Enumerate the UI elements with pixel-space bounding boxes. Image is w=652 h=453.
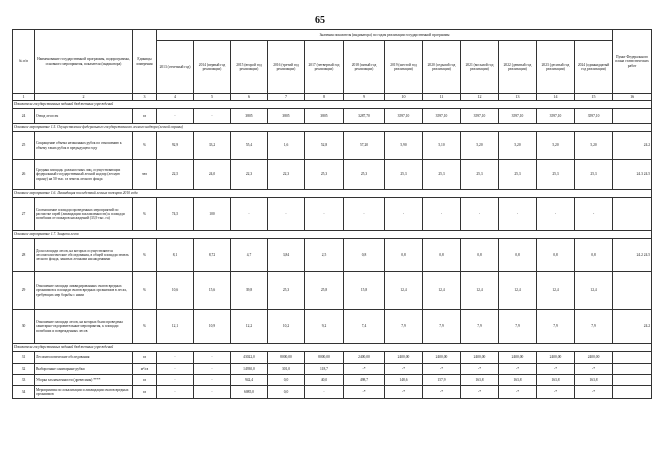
plan-item-cell bbox=[613, 272, 652, 310]
plan-item-cell bbox=[613, 364, 652, 375]
value-cell: 40,0 bbox=[305, 375, 344, 386]
value-cell: -* bbox=[499, 386, 537, 399]
value-cell: 498,7 bbox=[344, 375, 385, 386]
col-number: 8 bbox=[305, 94, 344, 101]
value-cell: 100 bbox=[194, 198, 231, 231]
col-number: 4 bbox=[157, 94, 194, 101]
plan-item-cell: 24.2 bbox=[613, 310, 652, 344]
value-cell: 7,9 bbox=[575, 310, 613, 344]
plan-item-cell: 24.3 24.5 bbox=[613, 160, 652, 190]
value-cell: - bbox=[499, 198, 537, 231]
value-cell: 3597,10 bbox=[575, 109, 613, 124]
value-cell: 12,4 bbox=[499, 272, 537, 310]
table-row bbox=[13, 198, 652, 231]
value-cell: 25,3 bbox=[537, 160, 575, 190]
row-number: 30 bbox=[13, 310, 35, 344]
indicator-name: Сокращение объема незаконных рубок по отношению к объему таких рубок в предыдущем году bbox=[35, 132, 133, 160]
value-cell: 0,0 bbox=[268, 375, 305, 386]
value-cell: - bbox=[194, 386, 231, 399]
value-cell: 163,8 bbox=[499, 375, 537, 386]
value-cell: 3597,10 bbox=[461, 109, 499, 124]
header-num: № п/п bbox=[13, 30, 35, 94]
header-year: 2022 (девятый год реализации) bbox=[499, 41, 537, 94]
page-number: 65 bbox=[315, 15, 325, 26]
value-cell: 7,9 bbox=[385, 310, 423, 344]
indicator-name: Соотношение площади проведенных мероприятий по расчистке гарей (ликвидации захламленности) к площади погибших от пожаров насаждений (33,9 тыс. га) bbox=[35, 198, 133, 231]
value-cell: -* bbox=[385, 364, 423, 375]
value-cell: - bbox=[268, 198, 305, 231]
value-cell: 25,3 bbox=[575, 160, 613, 190]
unit-cell: га bbox=[133, 109, 157, 124]
value-cell: -* bbox=[344, 364, 385, 375]
value-cell: 5,90 bbox=[385, 132, 423, 160]
value-cell: -* bbox=[423, 364, 461, 375]
value-cell: -* bbox=[423, 386, 461, 399]
table-row bbox=[13, 386, 652, 399]
value-cell: - bbox=[537, 198, 575, 231]
plan-item-cell bbox=[613, 109, 652, 124]
col-number: 5 bbox=[194, 94, 231, 101]
value-cell: -* bbox=[575, 386, 613, 399]
header-year: 2015 (второй год реализации) bbox=[231, 41, 268, 94]
unit-cell: чел bbox=[133, 160, 157, 190]
table-row bbox=[13, 352, 652, 364]
value-cell: - bbox=[461, 198, 499, 231]
value-cell: -* bbox=[385, 386, 423, 399]
indicator-name: Лесопатологические обследования bbox=[35, 352, 133, 364]
value-cell: 5,20 bbox=[537, 132, 575, 160]
indicator-name: Выборочные санитарные рубки bbox=[35, 364, 133, 375]
value-cell: 7,9 bbox=[461, 310, 499, 344]
header-year: 2018 (пятый год реализации) bbox=[344, 41, 385, 94]
header-name: Наименование государственной программы, подпрограммы, основного мероприятия, показателя (индикатора) bbox=[35, 30, 133, 94]
value-cell: 12,4 bbox=[423, 272, 461, 310]
value-cell: 3597,10 bbox=[423, 109, 461, 124]
value-cell: 2400,00 bbox=[537, 352, 575, 364]
value-cell: -* bbox=[537, 364, 575, 375]
value-cell: 22,3 bbox=[268, 160, 305, 190]
header-year: 2021 (восьмой год реализации) bbox=[461, 41, 499, 94]
value-cell: 8000,00 bbox=[305, 352, 344, 364]
value-cell: - bbox=[575, 198, 613, 231]
value-cell: - bbox=[157, 386, 194, 399]
value-cell: 5,20 bbox=[499, 132, 537, 160]
col-number: 15 bbox=[575, 94, 613, 101]
section-heading: Основное мероприятие 1.6. Ликвидация последствий лесных пожаров 2010 года bbox=[13, 190, 652, 198]
indicator-name: Отношение площади лесов, на которых были проведены санитарно-оздоровительные мероприятия, к площади погибших и поврежденных лесов bbox=[35, 310, 133, 344]
section-heading: Показатели государственных заданий бюджетных учреждений bbox=[13, 101, 652, 109]
value-cell: 3597,10 bbox=[385, 109, 423, 124]
row-number: 25 bbox=[13, 132, 35, 160]
value-cell: -* bbox=[461, 364, 499, 375]
value-cell: 7,9 bbox=[423, 310, 461, 344]
value-cell: 3805 bbox=[268, 109, 305, 124]
value-cell: 2400,00 bbox=[499, 352, 537, 364]
col-number: 13 bbox=[499, 94, 537, 101]
unit-cell: % bbox=[133, 239, 157, 272]
plan-item-cell: 24.2 24.5 bbox=[613, 239, 652, 272]
section-heading: Показатели государственных заданий бюджетных учреждений bbox=[13, 344, 652, 352]
col-number: 11 bbox=[423, 94, 461, 101]
plan-item-cell: 24.2 bbox=[613, 132, 652, 160]
header-year: 2023 (десятый год реализации) bbox=[537, 41, 575, 94]
plan-item-cell bbox=[613, 375, 652, 386]
col-number: 7 bbox=[268, 94, 305, 101]
value-cell: 9,2 bbox=[305, 310, 344, 344]
table-row bbox=[13, 132, 652, 160]
header-year: 2017 (четвертый год реализации) bbox=[305, 41, 344, 94]
value-cell: 12,2 bbox=[231, 310, 268, 344]
value-cell: 12,4 bbox=[461, 272, 499, 310]
value-cell: 163,8 bbox=[461, 375, 499, 386]
col-number: 9 bbox=[344, 94, 385, 101]
value-cell: 10,6 bbox=[157, 272, 194, 310]
value-cell: 0,8 bbox=[423, 239, 461, 272]
value-cell: 2,5 bbox=[305, 239, 344, 272]
col-number: 14 bbox=[537, 94, 575, 101]
value-cell: 12,4 bbox=[537, 272, 575, 310]
indicator-name: Мероприятия по локализации и ликвидации очагов вредных организмов bbox=[35, 386, 133, 399]
unit-cell: % bbox=[133, 272, 157, 310]
value-cell: 2400,00 bbox=[575, 352, 613, 364]
value-cell: 2400,00 bbox=[344, 352, 385, 364]
value-cell: - bbox=[305, 198, 344, 231]
value-cell: 2400,00 bbox=[385, 352, 423, 364]
header-year: 2019 (шестой год реализации) bbox=[385, 41, 423, 94]
indicator-name: Средняя площадь должностных лиц, осуществляющих федеральный государственный лесной надзор (лесную охрану) на 50 тыс. га земель лесного фонда bbox=[35, 160, 133, 190]
value-cell: 0,8 bbox=[385, 239, 423, 272]
value-cell: 52,8 bbox=[305, 132, 344, 160]
section-heading: Основное мероприятие 1.7. Защита лесов bbox=[13, 231, 652, 239]
section-heading: Основное мероприятие 1.5. Осуществление федерального государственного лесного надзора (лесной охраны) bbox=[13, 124, 652, 132]
value-cell: 3287,70 bbox=[344, 109, 385, 124]
unit-cell: % bbox=[133, 310, 157, 344]
value-cell: 33,2 bbox=[194, 132, 231, 160]
col-number: 12 bbox=[461, 94, 499, 101]
value-cell: 3805 bbox=[231, 109, 268, 124]
value-cell: 57,20 bbox=[344, 132, 385, 160]
unit-cell: % bbox=[133, 132, 157, 160]
table-row bbox=[13, 239, 652, 272]
value-cell: -* bbox=[499, 364, 537, 375]
value-cell: 1,6 bbox=[268, 132, 305, 160]
value-cell: - bbox=[344, 198, 385, 231]
value-cell: 25,8 bbox=[305, 272, 344, 310]
value-cell: 157,9 bbox=[423, 375, 461, 386]
value-cell: 74,5 bbox=[157, 198, 194, 231]
value-cell: 55,4 bbox=[231, 132, 268, 160]
value-cell: 25,3 bbox=[344, 160, 385, 190]
table-row bbox=[13, 272, 652, 310]
value-cell: 12,4 bbox=[385, 272, 423, 310]
value-cell: - bbox=[194, 375, 231, 386]
value-cell: - bbox=[157, 364, 194, 375]
value-cell: - bbox=[231, 198, 268, 231]
header-year: 2013 (отчетный год) bbox=[157, 41, 194, 94]
value-cell: - bbox=[194, 364, 231, 375]
value-cell: - bbox=[157, 109, 194, 124]
table-row bbox=[13, 310, 652, 344]
value-cell: 24,0 bbox=[194, 160, 231, 190]
value-cell: 6085,0 bbox=[231, 386, 268, 399]
value-cell: 0,8 bbox=[537, 239, 575, 272]
value-cell: 3,84 bbox=[268, 239, 305, 272]
value-cell: -* bbox=[537, 386, 575, 399]
value-cell: 43022,0 bbox=[231, 352, 268, 364]
value-cell: 8000,00 bbox=[268, 352, 305, 364]
row-number: 24 bbox=[13, 109, 35, 124]
value-cell: 22,3 bbox=[231, 160, 268, 190]
value-cell: - bbox=[385, 198, 423, 231]
value-cell: 25,3 bbox=[385, 160, 423, 190]
unit-cell: га bbox=[133, 352, 157, 364]
column-numbers-row bbox=[13, 94, 652, 101]
col-number: 3 bbox=[133, 94, 157, 101]
value-cell: 8,72 bbox=[194, 239, 231, 272]
value-cell: - bbox=[305, 386, 344, 399]
value-cell: 15,8 bbox=[344, 272, 385, 310]
plan-item-cell bbox=[613, 386, 652, 399]
value-cell: - bbox=[423, 198, 461, 231]
row-number: 26 bbox=[13, 160, 35, 190]
value-cell: 3597,10 bbox=[537, 109, 575, 124]
header-year: 2014 (первый год реализации) bbox=[194, 41, 231, 94]
value-cell: - bbox=[157, 375, 194, 386]
header-unit: Единицы измерения bbox=[133, 30, 157, 94]
value-cell: - bbox=[157, 352, 194, 364]
row-number: 29 bbox=[13, 272, 35, 310]
table-row bbox=[13, 160, 652, 190]
value-cell: 3805 bbox=[305, 109, 344, 124]
col-number: 2 bbox=[35, 94, 133, 101]
value-cell: 7,9 bbox=[499, 310, 537, 344]
value-cell: 22,5 bbox=[157, 160, 194, 190]
value-cell: 0,0 bbox=[268, 386, 305, 399]
value-cell: 942,4 bbox=[231, 375, 268, 386]
value-cell: 2400,00 bbox=[423, 352, 461, 364]
header-year: 2016 (третий год реализации) bbox=[268, 41, 305, 94]
value-cell: 0,8 bbox=[344, 239, 385, 272]
col-number: 1 bbox=[13, 94, 35, 101]
indicator-name: Уборка захламленности (древесины) **** bbox=[35, 375, 133, 386]
value-cell: 4,7 bbox=[231, 239, 268, 272]
row-number: 31 bbox=[13, 352, 35, 364]
value-cell: - bbox=[194, 352, 231, 364]
row-number: 27 bbox=[13, 198, 35, 231]
value-cell: - bbox=[194, 109, 231, 124]
indicators-table bbox=[12, 29, 652, 399]
value-cell: 14930,0 bbox=[231, 364, 268, 375]
indicator-name: Отвод лесосек bbox=[35, 109, 133, 124]
value-cell: 25,3 bbox=[461, 160, 499, 190]
value-cell: 0,8 bbox=[575, 239, 613, 272]
value-cell: 5,10 bbox=[423, 132, 461, 160]
row-number: 33 bbox=[13, 375, 35, 386]
header-year: 2020 (седьмой год реализации) bbox=[423, 41, 461, 94]
plan-item-cell bbox=[613, 352, 652, 364]
value-cell: 118,7 bbox=[305, 364, 344, 375]
row-number: 34 bbox=[13, 386, 35, 399]
value-cell: -* bbox=[344, 386, 385, 399]
value-cell: 10,9 bbox=[194, 310, 231, 344]
indicator-name: Доля площади лесов, на которых осуществляются лесопатологические обследования, в общей площади земель лесного фонда, занятых лесными насаждениями bbox=[35, 239, 133, 272]
unit-cell: м³/га bbox=[133, 364, 157, 375]
col-number: 10 bbox=[385, 94, 423, 101]
value-cell: 25,3 bbox=[499, 160, 537, 190]
unit-cell: га bbox=[133, 386, 157, 399]
value-cell: 10,2 bbox=[268, 310, 305, 344]
row-number: 32 bbox=[13, 364, 35, 375]
unit-cell: % bbox=[133, 198, 157, 231]
header-goal: Пункт Федерального плана статистических работ bbox=[613, 30, 652, 94]
value-cell: 8,1 bbox=[157, 239, 194, 272]
value-cell: 25,3 bbox=[423, 160, 461, 190]
value-cell: 15,6 bbox=[194, 272, 231, 310]
value-cell: 163,8 bbox=[575, 375, 613, 386]
value-cell: 12,4 bbox=[575, 272, 613, 310]
header-group: Значения показателя (индикатора) по годам реализации государственной программы bbox=[157, 30, 613, 41]
value-cell: 2400,00 bbox=[461, 352, 499, 364]
value-cell: 163,8 bbox=[537, 375, 575, 386]
value-cell: 5,20 bbox=[461, 132, 499, 160]
value-cell: -* bbox=[461, 386, 499, 399]
unit-cell: га bbox=[133, 375, 157, 386]
value-cell: 12,1 bbox=[157, 310, 194, 344]
value-cell: 7,4 bbox=[344, 310, 385, 344]
col-number: 6 bbox=[231, 94, 268, 101]
table-row bbox=[13, 109, 652, 124]
value-cell: 39,8 bbox=[231, 272, 268, 310]
value-cell: 25,3 bbox=[305, 160, 344, 190]
value-cell: 5,20 bbox=[575, 132, 613, 160]
plan-item-cell bbox=[613, 198, 652, 231]
header-year: 2024 (одиннадцатый год реализации) bbox=[575, 41, 613, 94]
table-row bbox=[13, 375, 652, 386]
indicator-name: Отношение площади ликвидированных очагов вредных организмов к площади очагов вредных организмов в лесах, требующих мер борьбы с ними bbox=[35, 272, 133, 310]
table-row bbox=[13, 364, 652, 375]
value-cell: 301,0 bbox=[268, 364, 305, 375]
value-cell: 0,8 bbox=[499, 239, 537, 272]
value-cell: 25,3 bbox=[268, 272, 305, 310]
value-cell: -* bbox=[575, 364, 613, 375]
value-cell: 3597,10 bbox=[499, 109, 537, 124]
value-cell: 7,9 bbox=[537, 310, 575, 344]
value-cell: 92,9 bbox=[157, 132, 194, 160]
row-number: 28 bbox=[13, 239, 35, 272]
value-cell: 0,8 bbox=[461, 239, 499, 272]
col-number: 16 bbox=[613, 94, 652, 101]
value-cell: 148,6 bbox=[385, 375, 423, 386]
